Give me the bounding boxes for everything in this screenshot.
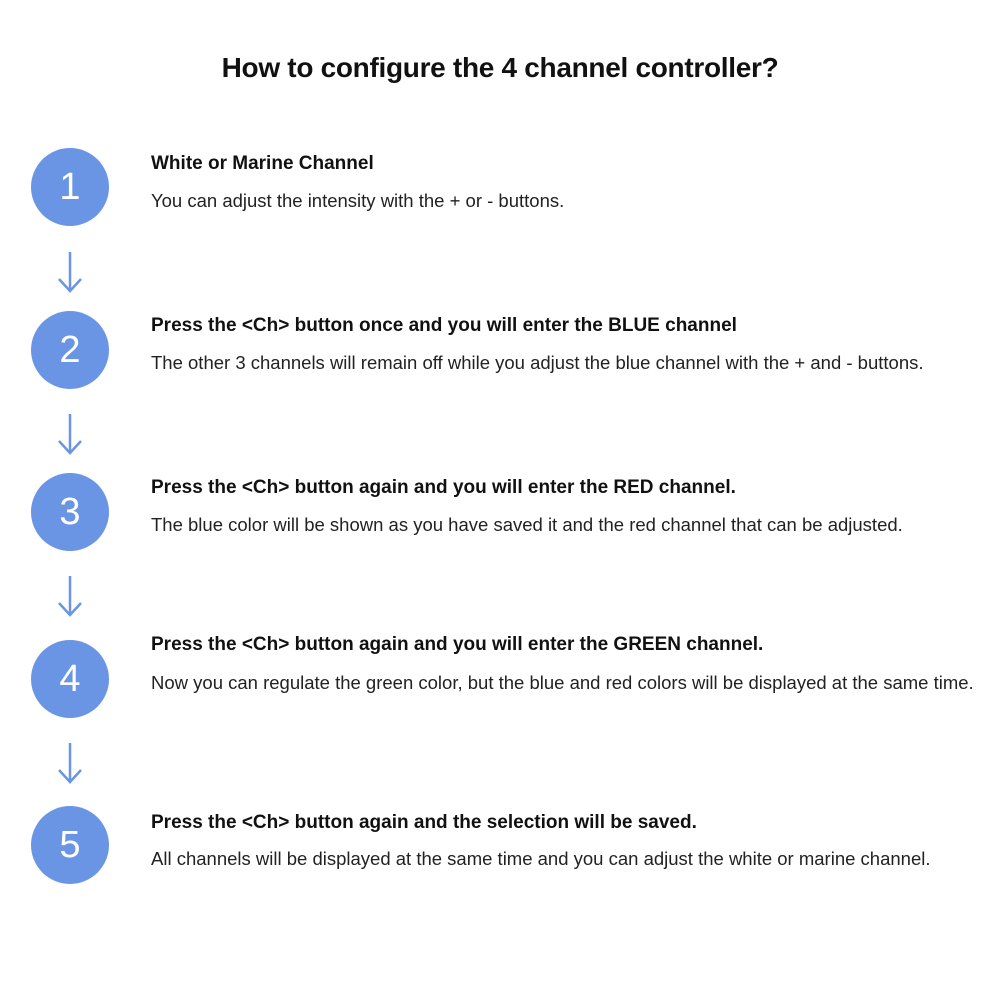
step-description: The blue color will be shown as you have saved it and the red channel that can be adjusted. <box>151 514 903 535</box>
step-heading: White or Marine Channel <box>151 153 374 174</box>
step-number-badge: 4 <box>31 640 109 718</box>
arrow-down-icon <box>55 574 85 618</box>
step-description: The other 3 channels will remain off while you adjust the blue channel with the + and - buttons. <box>151 352 924 373</box>
arrow-down-icon <box>55 412 85 456</box>
step-number-badge: 1 <box>31 148 109 226</box>
arrow-down-icon <box>55 250 85 294</box>
page-title: How to configure the 4 channel controller? <box>221 52 779 83</box>
step-description: You can adjust the intensity with the + or - buttons. <box>151 190 565 211</box>
step-number-badge: 3 <box>31 473 109 551</box>
step-heading: Press the <Ch> button once and you will enter the BLUE channel <box>151 315 737 336</box>
arrow-down-icon <box>55 741 85 785</box>
step-heading: Press the <Ch> button again and you will enter the RED channel. <box>151 477 736 498</box>
step-heading: Press the <Ch> button again and you will enter the GREEN channel. <box>151 634 764 655</box>
step-number-badge: 2 <box>31 311 109 389</box>
step-description: All channels will be displayed at the same time and you can adjust the white or marine channel. <box>151 848 931 869</box>
step-heading: Press the <Ch> button again and the selection will be saved. <box>151 812 697 833</box>
step-description: Now you can regulate the green color, but the blue and red colors will be displayed at the same time. <box>151 672 974 693</box>
step-number-badge: 5 <box>31 806 109 884</box>
